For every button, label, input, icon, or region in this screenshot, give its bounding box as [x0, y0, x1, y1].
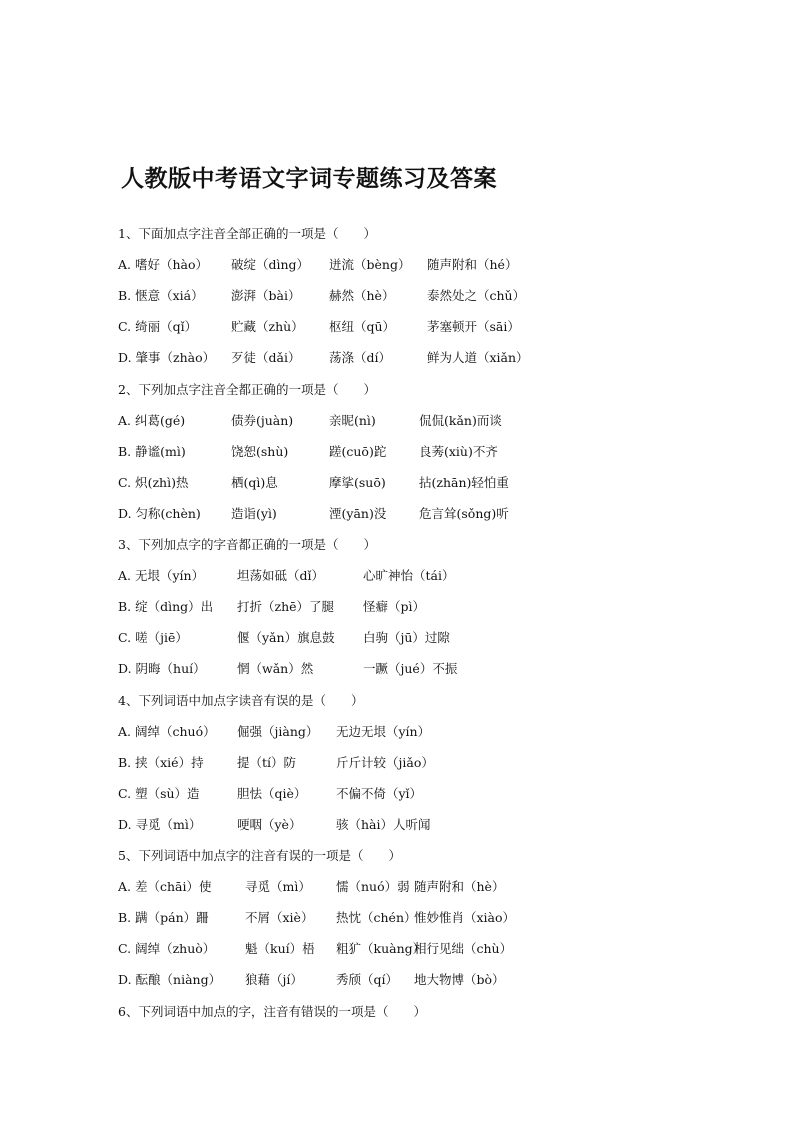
- option-label-item: B. 静谧(mì): [118, 443, 186, 459]
- option-item: 倔强（jiàng）: [237, 723, 319, 739]
- option-item: 荡涤（dí）: [329, 350, 391, 366]
- question-stem: 3、下列加点字的字音都正确的一项是（ ）: [118, 537, 376, 552]
- option-label-item: B. 绽（dìng）出: [118, 599, 214, 615]
- question-stem: 5、下列词语中加点字的注音有误的一项是（ ）: [118, 848, 401, 863]
- option-item: 茅塞顿开（sāi）: [427, 319, 520, 335]
- option-item: 怪癖（pì）: [363, 599, 425, 615]
- option-item: 惟妙惟肖（xiào）: [414, 910, 516, 926]
- option-row: [118, 630, 678, 646]
- option-row: [118, 599, 678, 615]
- option-item: 相行见绌（chù）: [414, 941, 513, 957]
- option-row: [118, 786, 678, 802]
- option-label-item: A. 差（chāi）使: [118, 879, 212, 895]
- option-label-item: C. 绮丽（qǐ）: [118, 319, 198, 335]
- option-item: 澎湃（bài）: [231, 288, 301, 304]
- option-row: [118, 817, 678, 833]
- option-label-item: D. 阴晦（huí）: [118, 661, 206, 677]
- option-item: 亲昵(nì): [329, 412, 376, 428]
- option-item: 摩挲(suō): [329, 474, 386, 490]
- option-label-item: D. 肇事（zhào）: [118, 350, 216, 366]
- option-row: [118, 910, 678, 926]
- option-item: 拈(zhān)轻怕重: [419, 474, 509, 490]
- option-row: [118, 413, 678, 429]
- option-item: 偃（yǎn）旗息鼓: [237, 630, 335, 646]
- option-item: 枢纽（qū）: [329, 319, 396, 335]
- option-item: 蹉(cuō)跎: [329, 443, 387, 459]
- question-stem: 6、下列词语中加点的字，注音有错误的一项是（ ）: [118, 1003, 426, 1019]
- option-row: [118, 755, 678, 771]
- option-item: 狼藉（jí）: [245, 972, 303, 988]
- option-item: 寻觅（mì）: [245, 879, 311, 895]
- option-label-item: D. 寻觅（mì）: [118, 816, 202, 832]
- option-row: [118, 879, 678, 895]
- option-label-item: D. 酝酿（niàng）: [118, 972, 222, 988]
- option-item: 骇（hài）人听闻: [336, 816, 431, 832]
- option-row: [118, 661, 678, 677]
- option-item: 斤斤计较（jiǎo）: [336, 754, 434, 770]
- option-row: [118, 972, 678, 988]
- option-item: 一蹶（jué）不振: [363, 661, 458, 677]
- option-label-item: C. 炽(zhì)热: [118, 474, 189, 490]
- option-item: 不屑（xiè）: [245, 910, 314, 926]
- option-item: 坦荡如砥（dǐ）: [237, 568, 324, 584]
- option-item: 良莠(xiù)不齐: [419, 443, 498, 459]
- option-label-item: B. 惬意（xiá）: [118, 288, 204, 304]
- option-item: 白驹（jū）过隙: [363, 630, 450, 646]
- option-item: 随声附和（hé）: [427, 257, 518, 273]
- option-item: 懦（nuó）弱: [336, 879, 410, 895]
- option-item: 热忱（chén）: [336, 910, 417, 926]
- option-item: 破绽（dìng）: [231, 257, 310, 273]
- option-item: 泰然处之（chǔ）: [427, 288, 526, 304]
- option-row: [118, 724, 678, 740]
- option-item: 债券(juàn): [231, 412, 294, 428]
- option-item: 惘（wǎn）然: [237, 661, 314, 677]
- option-label-item: A. 嗜好（hào）: [118, 257, 209, 273]
- option-item: 打折（zhē）了腿: [237, 599, 335, 615]
- option-row: [118, 288, 678, 304]
- option-label-item: B. 挟（xié）持: [118, 754, 204, 770]
- option-row: [118, 319, 678, 335]
- option-label-item: D. 匀称(chèn): [118, 505, 201, 521]
- option-item: 随声附和（hè）: [414, 879, 505, 895]
- option-item: 魁（kuí）梧: [245, 941, 315, 957]
- option-item: 赫然（hè）: [329, 288, 395, 304]
- option-item: 侃侃(kǎn)而谈: [419, 412, 502, 428]
- option-label-item: A. 纠葛(gé): [118, 412, 186, 428]
- option-row: [118, 475, 678, 491]
- option-row: [118, 444, 678, 460]
- option-item: 饶恕(shù): [231, 443, 289, 459]
- option-label-item: C. 塑（sù）造: [118, 785, 200, 801]
- option-item: 迸流（bèng）: [329, 257, 411, 273]
- option-label-item: A. 无垠（yín）: [118, 568, 205, 584]
- option-row: [118, 941, 678, 957]
- option-item: 无边无垠（yín）: [336, 723, 431, 739]
- question-stem: 1、下面加点字注音全部正确的一项是（ ）: [118, 226, 376, 241]
- question-stem: 4、下列词语中加点字读音有误的是（ ）: [118, 692, 364, 708]
- option-item: 湮(yān)没: [329, 505, 387, 521]
- option-item: 造诣(yì): [231, 505, 277, 521]
- option-item: 心旷神怡（tái）: [363, 568, 455, 584]
- option-item: 贮藏（zhù）: [231, 319, 304, 335]
- option-label-item: B. 蹒（pán）跚: [118, 910, 209, 926]
- option-row: [118, 506, 678, 522]
- option-label-item: A. 阔绰（chuó）: [118, 723, 216, 739]
- option-item: 地大物博（bò）: [414, 972, 505, 988]
- option-item: 栖(qì)息: [231, 474, 278, 490]
- option-item: 胆怯（qiè）: [237, 785, 307, 801]
- option-item: 不偏不倚（yǐ）: [336, 785, 423, 801]
- option-item: 秀颀（qí）: [336, 972, 398, 988]
- option-row: [118, 257, 678, 273]
- option-label-item: C. 嗟（jiē）: [118, 630, 188, 646]
- option-item: 危言耸(sǒng)听: [419, 505, 509, 521]
- option-item: 歹徒（dǎi）: [231, 350, 301, 366]
- option-item: 提（tí）防: [237, 754, 297, 770]
- option-row: [118, 568, 678, 584]
- option-item: 粗犷（kuàng）: [336, 941, 426, 957]
- document-title: 人教版中考语文字词专题练习及答案: [121, 165, 497, 192]
- question-stem: 2、下列加点字注音全都正确的一项是（ ）: [118, 381, 376, 397]
- option-label-item: C. 阔绰（zhuò）: [118, 941, 216, 957]
- option-item: 鲜为人道（xiǎn）: [427, 350, 529, 366]
- option-item: 哽咽（yè）: [237, 816, 302, 832]
- option-row: [118, 350, 678, 366]
